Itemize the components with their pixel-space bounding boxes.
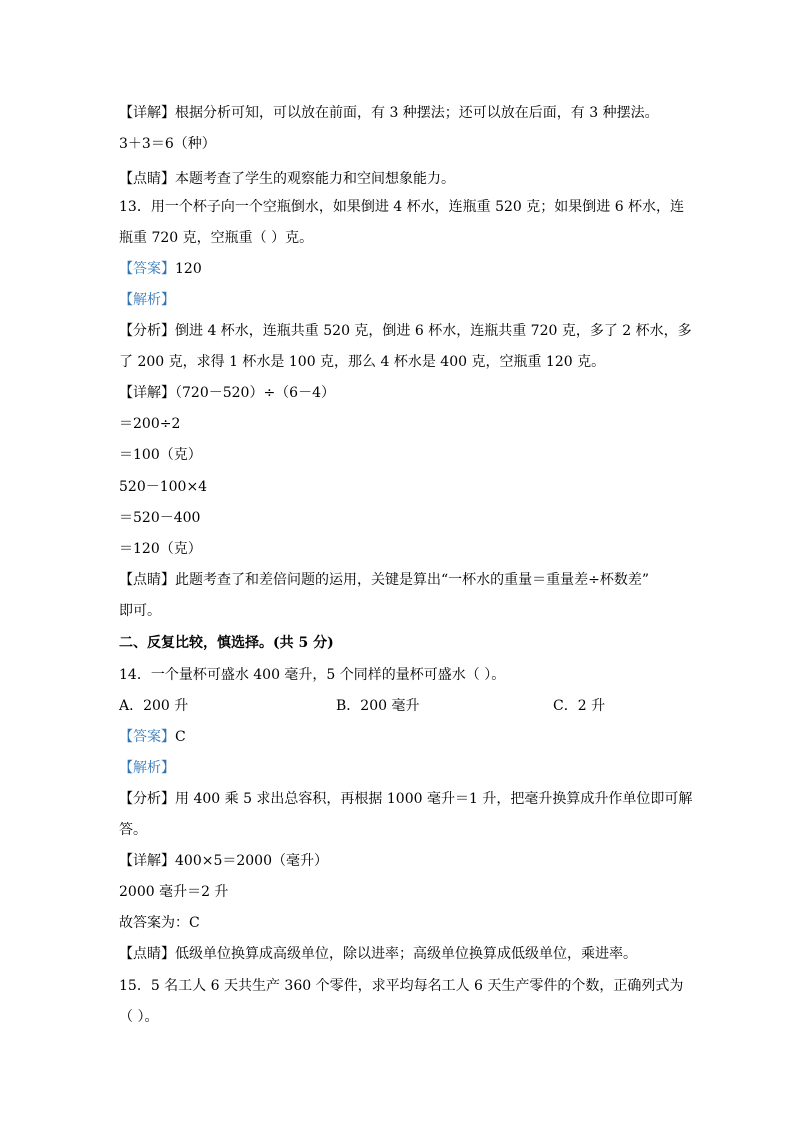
comment-line-1: 【点睛】此题考查了和差倍问题的运用，关键是算出“一杯水的重量＝重量差÷杯数差” xyxy=(119,572,650,588)
answer-summary: 故答案为：C xyxy=(119,915,200,931)
calc-line: ＝120（克） xyxy=(119,541,202,557)
answer-value: 120 xyxy=(175,261,202,277)
answer-label: 【答案】 xyxy=(119,729,175,745)
calc-line: 520－100×4 xyxy=(119,479,208,495)
option-b: B．200 毫升 xyxy=(336,698,420,714)
analysis-line-2: 答。 xyxy=(119,822,147,838)
answer-label: 【答案】 xyxy=(119,261,175,277)
detail-line: 【详解】400×5＝2000（毫升） xyxy=(119,853,328,869)
comment-line: 【点睛】低级单位换算成高级单位，除以进率；高级单位换算成低级单位，乘进率。 xyxy=(119,946,637,962)
question-13-line-2: 瓶重 720 克，空瓶重（ ）克。 xyxy=(119,230,314,246)
calc-line: 2000 毫升＝2 升 xyxy=(119,884,229,900)
question-13-line-1: 13．用一个杯子向一个空瓶倒水，如果倒进 4 杯水，连瓶重 520 克；如果倒进 6 杯水，连 xyxy=(119,199,685,215)
calc-line: 3＋3＝6（种） xyxy=(119,136,216,152)
comment-line-2: 即可。 xyxy=(119,603,161,619)
analysis-line-1: 【分析】用 400 乘 5 求出总容积，再根据 1000 毫升＝1 升，把毫升换算成升作单位即可解 xyxy=(119,791,693,807)
answer-value: C xyxy=(175,729,186,745)
section-heading: 二、反复比较，慎选择。(共 5 分) xyxy=(119,635,334,651)
question-15-line-2: （ ）。 xyxy=(119,1009,159,1025)
option-a: A．200 升 xyxy=(119,698,189,714)
calc-line: ＝200÷2 xyxy=(119,416,181,432)
analysis-label: 【解析】 xyxy=(119,760,175,776)
question-14: 14．一个量杯可盛水 400 毫升，5 个同样的量杯可盛水（ ）。 xyxy=(119,667,506,683)
calc-line: ＝100（克） xyxy=(119,447,202,463)
analysis-label: 【解析】 xyxy=(119,292,175,308)
analysis-line-1: 【分析】倒进 4 杯水，连瓶共重 520 克，倒进 6 杯水，连瓶共重 720 克，多了 2 杯水，多 xyxy=(119,323,692,339)
detail-line: 【详解】根据分析可知，可以放在前面，有 3 种摆法；还可以放在后面，有 3 种摆法。 xyxy=(119,105,659,121)
analysis-line-2: 了 200 克，求得 1 杯水是 100 克，那么 4 杯水是 400 克，空瓶重 120 克。 xyxy=(119,354,606,370)
answer-line xyxy=(119,260,202,278)
calc-line: ＝520－400 xyxy=(119,510,201,526)
option-c: C．2 升 xyxy=(553,698,606,714)
comment-line: 【点睛】本题考查了学生的观察能力和空间想象能力。 xyxy=(119,171,455,187)
answer-line xyxy=(119,728,186,746)
question-15-line-1: 15．5 名工人 6 天共生产 360 个零件，求平均每名工人 6 天生产零件的个数，正确列式为 xyxy=(119,978,684,994)
detail-line: 【详解】（720－520）÷（6－4） xyxy=(119,385,335,401)
